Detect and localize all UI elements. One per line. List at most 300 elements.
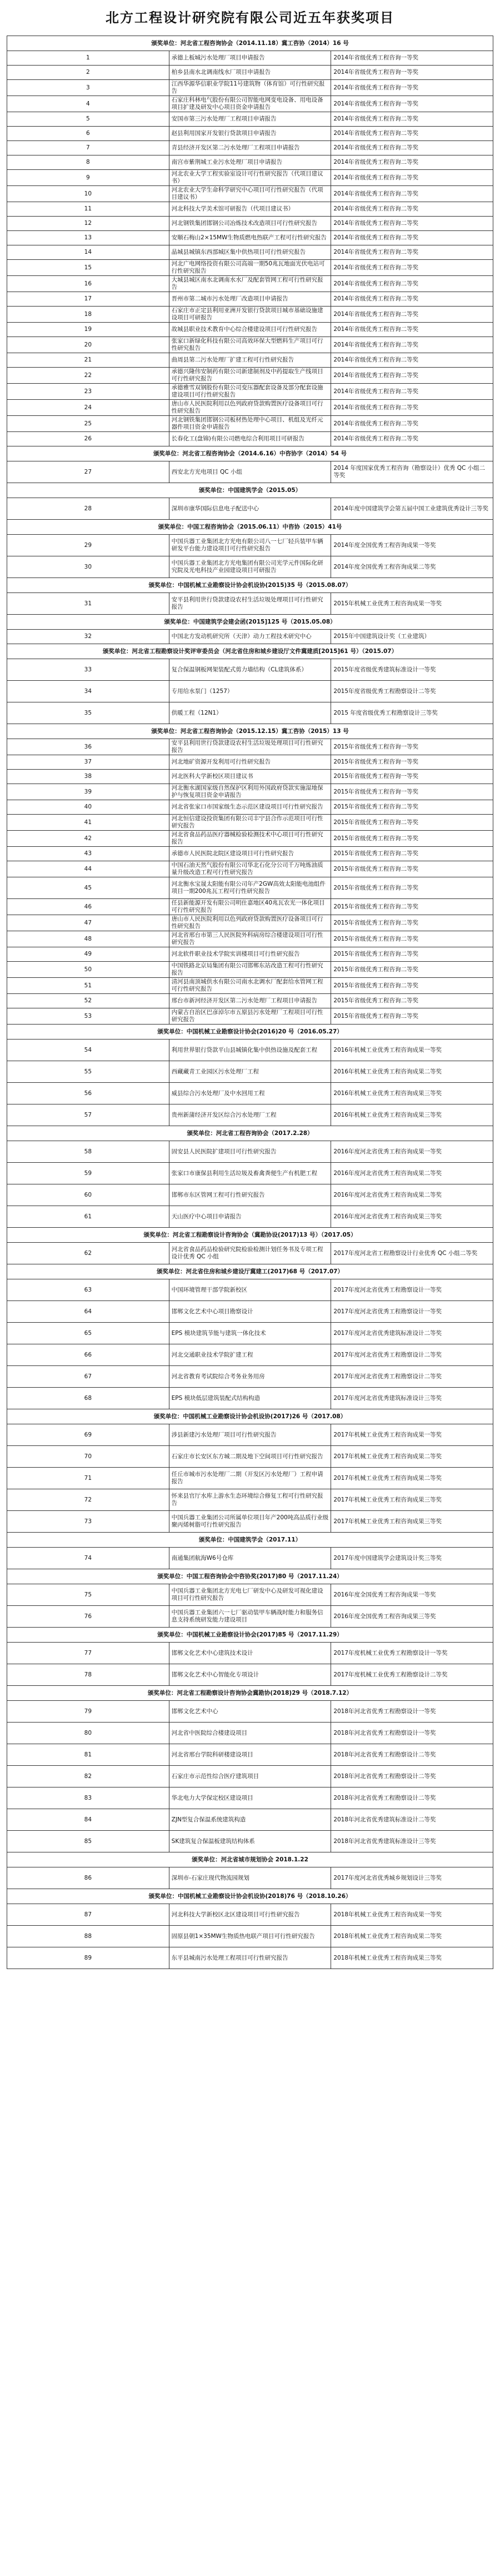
award-level: 2014 年度国家优秀工程咨询（勘察设计）优秀 QC 小组二等奖 (331, 461, 493, 483)
row-number: 30 (7, 556, 169, 578)
project-name: 固安县人民医院扩建项目可行性研究报告 (169, 1141, 331, 1163)
award-level: 2018年河北省优秀工程勘察设计二等奖 (331, 1766, 493, 1787)
section-header-text: 颁奖单位：中国机械工业勘察设计协会机设协(2018)76 号（2018.10.26） (7, 1889, 493, 1904)
award-level: 2014年省级优秀工程咨询二等奖 (331, 292, 493, 307)
row-number: 31 (7, 593, 169, 615)
project-name: 南宫市紫荆城工业污水处理厂项目申请报告 (169, 155, 331, 170)
row-number: 44 (7, 861, 169, 877)
project-name: 安平县利用世行贷款建设农村生活垃圾处理项目可行性研究报告 (169, 739, 331, 755)
project-name: 河北医科大学新校区项目建议书 (169, 770, 331, 784)
row-number: 66 (7, 1344, 169, 1366)
award-level: 2014年省级优秀工程咨询二等奖 (331, 170, 493, 186)
table-row (7, 1061, 493, 1083)
project-name: 唐山市人民医院利用以色列政府贷款购置医疗设备项目可行性研究报告 (169, 915, 331, 931)
table-row (7, 1701, 493, 1723)
project-name: 晶城县城镇东西部城区集中供热项目可行性研究报告 (169, 245, 331, 260)
award-level: 2016年度全国优秀工程咨询成果一等奖 (331, 1584, 493, 1606)
project-name: 河北衡水宝晟太阳能有限公司年产2GW高效太阳能电池组件项目一期200兆瓦工程可行性研究报告 (169, 877, 331, 899)
table-row (7, 1643, 493, 1664)
section-header (7, 615, 493, 630)
row-number: 83 (7, 1787, 169, 1809)
project-name: 河北省张家口市国家级生态示范区建设项目可行性研究报告 (169, 800, 331, 815)
table-row (7, 1388, 493, 1409)
section-header (7, 1228, 493, 1243)
award-level: 2017年度河北省优秀建筑标准设计三等奖 (331, 1388, 493, 1409)
section-header (7, 1569, 493, 1584)
section-header-text: 颁奖单位：河北省工程咨询协会（2017.2.28） (7, 1126, 493, 1141)
row-number: 34 (7, 681, 169, 702)
section-header-text: 颁奖单位：河北省工程咨询协会（2014.6.16）中咨协字（2014）54 号 (7, 446, 493, 461)
award-level: 2014年省级优秀工程咨询一等奖 (331, 80, 493, 96)
award-level: 2014年省级优秀工程咨询二等奖 (331, 368, 493, 384)
project-name: EPS 模块低层建筑装配式结构构造 (169, 1388, 331, 1409)
project-name: 复合保温钢板网架装配式剪力墙结构（CL建筑体系） (169, 659, 331, 681)
award-level: 2014年省级优秀工程咨询二等奖 (331, 400, 493, 416)
table-row (7, 1323, 493, 1344)
project-name: 石家庄市长安区东方城二期及地下空间项目可行性研究报告 (169, 1446, 331, 1468)
table-row (7, 1083, 493, 1104)
table-row (7, 978, 493, 994)
table-row (7, 1511, 493, 1533)
row-number: 62 (7, 1243, 169, 1264)
project-name: 中国兵器工业集团北方光电集团有限公司光学元件国际化研究院及光电科技产业园建设项目可研报告 (169, 556, 331, 578)
award-level: 2017年机械工业优秀工程咨询成果三等奖 (331, 1489, 493, 1511)
section-header-text: 颁奖单位：中国建筑学会建会函(2015]125 号（2015.05.08） (7, 615, 493, 630)
row-number: 45 (7, 877, 169, 899)
row-number: 39 (7, 784, 169, 800)
award-level: 2014年省级优秀工程咨询二等奖 (331, 276, 493, 292)
row-number: 53 (7, 1008, 169, 1025)
award-level: 2017年机械工业优秀工程咨询成果三等奖 (331, 1511, 493, 1533)
row-number: 57 (7, 1104, 169, 1126)
row-number: 80 (7, 1723, 169, 1744)
table-row (7, 141, 493, 155)
section-header (7, 1686, 493, 1701)
section-header (7, 1409, 493, 1424)
section-header-text: 颁奖单位：河北省工程勘察设计奖评审委员会（河北省住房和城乡建设厅文件冀建质[2015]61 号）（2015.07） (7, 644, 493, 659)
section-header-text: 颁奖单位：河北省工程咨询协会（2015.12.15）冀工咨协（2015）13 号 (7, 724, 493, 739)
award-level: 2016年机械工业优秀工程咨询成果一等奖 (331, 1040, 493, 1061)
table-row (7, 461, 493, 483)
row-number: 65 (7, 1323, 169, 1344)
table-row (7, 1809, 493, 1831)
table-row (7, 1040, 493, 1061)
project-name: 怀来县官厅水库上游水生态环境综合修复工程可行性研究报告 (169, 1489, 331, 1511)
award-level: 2014年省级优秀工程咨询二等奖 (331, 307, 493, 323)
project-name: EPS 模块建筑节能与建筑一体化技术 (169, 1323, 331, 1344)
award-level: 2017年度机械工业优秀工程勘察设计二等奖 (331, 1664, 493, 1686)
project-name: 长春化工(盘锦)有限公司燃电综合利用项目可研报告 (169, 432, 331, 446)
table-row (7, 1947, 493, 1969)
award-level: 2015年省级优秀工程咨询二等奖 (331, 800, 493, 815)
row-number: 54 (7, 1040, 169, 1061)
table-row (7, 323, 493, 337)
row-number: 10 (7, 186, 169, 202)
row-number: 78 (7, 1664, 169, 1686)
table-row (7, 1787, 493, 1809)
row-number: 73 (7, 1511, 169, 1533)
award-level: 2014年省级优秀工程咨询二等奖 (331, 155, 493, 170)
row-number: 16 (7, 276, 169, 292)
table-row (7, 1366, 493, 1388)
table-row (7, 1904, 493, 1926)
table-row (7, 1606, 493, 1628)
row-number: 22 (7, 368, 169, 384)
table-row (7, 831, 493, 847)
section-header-text: 颁奖单位：河北省工程勘察设计咨询协会冀勘协(2018)29 号（2018.7.12） (7, 1686, 493, 1701)
project-name: 承德兴隆伟安制药有限公司新建制剂及中药提取生产线项目可行性研究报告 (169, 368, 331, 384)
project-name: 清河县南顶城供水有限公司南水北调水厂配套给水管网工程可行性研究报告 (169, 978, 331, 994)
row-number: 75 (7, 1584, 169, 1606)
table-row (7, 1489, 493, 1511)
table-row (7, 1584, 493, 1606)
project-name: 河北省中医院综合楼建设项目 (169, 1723, 331, 1744)
award-level: 2015年省级优秀工程咨询二等奖 (331, 831, 493, 847)
section-header-text: 颁奖单位：中国机械工业勘察设计协会机设协(2015)35 号（2015.08.07） (7, 578, 493, 593)
project-name: 曲周县第二污水处理厂扩建工程可行性研究报告 (169, 353, 331, 368)
project-name: 固原县朝1×35MW生物质热电联产项目可行性研究报告 (169, 1926, 331, 1947)
row-number: 25 (7, 416, 169, 432)
table-row (7, 1926, 493, 1947)
table-row (7, 784, 493, 800)
row-number: 68 (7, 1388, 169, 1409)
project-name: 邯郸文化艺术中心 (169, 1701, 331, 1723)
table-row (7, 1243, 493, 1264)
table-row (7, 847, 493, 861)
project-name: 江西华源华信职业学院11号建筑物（体育馆）可行性研究报告 (169, 80, 331, 96)
award-level: 2015年省级优秀工程咨询二等奖 (331, 861, 493, 877)
table-row (7, 1867, 493, 1889)
project-name: 河北农业大学生命科学研究中心项目可行性研究报告（代项目建议书） (169, 186, 331, 202)
row-number: 29 (7, 535, 169, 556)
award-level: 2015年中国建筑设计奖（工业建筑） (331, 630, 493, 644)
table-row (7, 681, 493, 702)
row-number: 20 (7, 337, 169, 353)
row-number: 59 (7, 1163, 169, 1184)
section-header-text: 颁奖单位：中国机械工业勘察设计协会(2017)85 号（2017.11.29） (7, 1628, 493, 1643)
table-row (7, 1184, 493, 1206)
award-level: 2015年省级优秀工程咨询一等奖 (331, 739, 493, 755)
table-row (7, 202, 493, 217)
row-number: 18 (7, 307, 169, 323)
project-name: 安平县利用世行贷款建设农村生活垃圾处理项目可行性研究报告 (169, 593, 331, 615)
project-name: 承德市人民医院北院区建设项目可行性研究报告 (169, 847, 331, 861)
project-name: 石家庄市示范性综合医疗建筑项目 (169, 1766, 331, 1787)
row-number: 36 (7, 739, 169, 755)
row-number: 56 (7, 1083, 169, 1104)
section-header (7, 1852, 493, 1867)
row-number: 81 (7, 1744, 169, 1766)
project-name: 青县经济开发区第二污水处理厂工程项目申请报告 (169, 141, 331, 155)
section-header (7, 578, 493, 593)
row-number: 46 (7, 899, 169, 915)
section-header-text: 颁奖单位：河北省住房和城乡建设厅冀建工(2017)68 号（2017.07） (7, 1264, 493, 1279)
table-row (7, 947, 493, 962)
award-level: 2015 年度省级优秀工程勘察设计三等奖 (331, 702, 493, 724)
table-row (7, 1446, 493, 1468)
table-row (7, 1206, 493, 1228)
award-level: 2015年省级优秀工程咨询一等奖 (331, 755, 493, 770)
project-name: 承德上板城污水处理厂项目申请报告 (169, 51, 331, 66)
project-name: 故城县职业技术教育中心综合楼建设项目可行性研究报告 (169, 323, 331, 337)
award-level: 2014年度中国建筑学会第五届中国工业建筑优秀设计三等奖 (331, 498, 493, 520)
project-name: 供暖工程（12N1） (169, 702, 331, 724)
project-name: 中国环境管理干部学院新校区 (169, 1279, 331, 1301)
table-row (7, 962, 493, 978)
table-row (7, 800, 493, 815)
award-level: 2014年省级优秀工程咨询二等奖 (331, 231, 493, 245)
row-number: 71 (7, 1468, 169, 1489)
table-row (7, 368, 493, 384)
row-number: 76 (7, 1606, 169, 1628)
award-level: 2014年省级优秀工程咨询二等奖 (331, 432, 493, 446)
award-level: 2015年省级优秀工程咨询二等奖 (331, 1008, 493, 1025)
row-number: 70 (7, 1446, 169, 1468)
project-name: 深圳市康华国际信息电子配送中心 (169, 498, 331, 520)
row-number: 43 (7, 847, 169, 861)
table-row (7, 353, 493, 368)
table-row (7, 1664, 493, 1686)
section-header-text: 颁奖单位：河北省工程咨询协会（2014.11.18）冀工咨协（2014）16 号 (7, 36, 493, 51)
award-level: 2017年度河北省优秀城乡规划设计三等奖 (331, 1867, 493, 1889)
table-row (7, 1344, 493, 1366)
project-name: 安国市第三污水处理厂工程项目申请报告 (169, 112, 331, 127)
row-number: 49 (7, 947, 169, 962)
row-number: 26 (7, 432, 169, 446)
award-level: 2018年河北省优秀工程勘察设计二等奖 (331, 1744, 493, 1766)
award-level: 2014年度全国优秀工程咨询成果一等奖 (331, 535, 493, 556)
award-level: 2018年机械工业优秀工程咨询成果一等奖 (331, 1904, 493, 1926)
award-level: 2015年省级优秀工程咨询二等奖 (331, 947, 493, 962)
award-level: 2016年机械工业优秀工程咨询成果三等奖 (331, 1104, 493, 1126)
award-level: 2015年省级优秀工程咨询二等奖 (331, 915, 493, 931)
row-number: 89 (7, 1947, 169, 1969)
row-number: 79 (7, 1701, 169, 1723)
section-header-text: 颁奖单位：中国工程咨询协会中咨协奖(2017)80 号（2017.11.24） (7, 1569, 493, 1584)
award-level: 2014年省级优秀工程咨询二等奖 (331, 245, 493, 260)
table-row (7, 994, 493, 1008)
award-level: 2017年度河北省优秀工程勘察设计二等奖 (331, 1344, 493, 1366)
section-header (7, 1533, 493, 1548)
row-number: 19 (7, 323, 169, 337)
project-name: 中国兵器工业集团北方光电七厂研发中心及研发可视化建设项目可行性研究报告 (169, 1584, 331, 1606)
award-level: 2014年省级优秀工程咨询二等奖 (331, 323, 493, 337)
section-header-text: 颁奖单位：中国建筑学会（2015.05） (7, 483, 493, 498)
project-name: 天山医疗中心项目申请报告 (169, 1206, 331, 1228)
award-level: 2015年省级优秀工程咨询二等奖 (331, 962, 493, 978)
table-row (7, 416, 493, 432)
row-number: 17 (7, 292, 169, 307)
row-number: 41 (7, 815, 169, 831)
table-row (7, 307, 493, 323)
award-level: 2017年度河北省优秀工程勘察设计二等奖 (331, 1366, 493, 1388)
table-row (7, 1104, 493, 1126)
award-level: 2017年度河北省工程勘察设计行业优秀 QC 小组二等奖 (331, 1243, 493, 1264)
table-row (7, 400, 493, 416)
award-level: 2018年河北省优秀工程勘察设计一等奖 (331, 1701, 493, 1723)
table-row (7, 384, 493, 400)
row-number: 27 (7, 461, 169, 483)
section-header (7, 724, 493, 739)
awards-table (7, 36, 493, 1969)
project-name: 邢台市新河经济开发区第二污水处理厂工程项目申请报告 (169, 994, 331, 1008)
table-row (7, 1279, 493, 1301)
section-header (7, 1264, 493, 1279)
row-number: 9 (7, 170, 169, 186)
project-name: 西安北方光电项目 QC 小组 (169, 461, 331, 483)
award-level: 2018年机械工业优秀工程咨询成果二等奖 (331, 1926, 493, 1947)
section-header-text: 颁奖单位：河北省工程勘察设计咨询协会（冀勘协设(2017)13 号）（2017.05） (7, 1228, 493, 1243)
award-level: 2014年省级优秀工程咨询二等奖 (331, 112, 493, 127)
table-row (7, 1831, 493, 1852)
table-row (7, 755, 493, 770)
project-name: 中国兵器工业集团北方光电有限公司八一七厂轻兵装甲车辆研发平台能力建设项目可行性研究报告 (169, 535, 331, 556)
project-name: 中国兵器工业集团六一七厂驱动装甲车辆战时能力和服务信息支持系统研发能力建设项目 (169, 1606, 331, 1628)
row-number: 5 (7, 112, 169, 127)
award-level: 2016年度河北省优秀工程咨询成果一等奖 (331, 1141, 493, 1163)
row-number: 42 (7, 831, 169, 847)
section-header-text: 颁奖单位：河北省城市规划协会 2018.1.22 (7, 1852, 493, 1867)
award-level: 2016年度河北省优秀工程咨询成果二等奖 (331, 1184, 493, 1206)
row-number: 67 (7, 1366, 169, 1388)
row-number: 12 (7, 217, 169, 231)
award-level: 2018年河北省优秀建筑标准设计三等奖 (331, 1831, 493, 1852)
table-row (7, 337, 493, 353)
award-level: 2014年省级优秀工程咨询二等奖 (331, 127, 493, 141)
table-row (7, 593, 493, 615)
row-number: 14 (7, 245, 169, 260)
row-number: 38 (7, 770, 169, 784)
award-level: 2018年河北省优秀工程勘察设计一等奖 (331, 1723, 493, 1744)
table-row (7, 155, 493, 170)
project-name: 华北电力大学保定校区建设项目 (169, 1787, 331, 1809)
section-header-text: 颁奖单位：中国机械工业勘察设计协会机设协(2017)26 号（2017.08） (7, 1409, 493, 1424)
project-name: 河北地矿资源开发利用可行性研究报告 (169, 755, 331, 770)
table-row (7, 659, 493, 681)
table-row (7, 931, 493, 947)
row-number: 2 (7, 66, 169, 80)
project-name: 承德雅雪双钢股份有限公司变压器配套设备及部分配套设施建设项目可行性研究报告 (169, 384, 331, 400)
project-name: 河北恒信建设投资集团有限公司丰宁县合作示范项目可行性研究报告 (169, 815, 331, 831)
award-level: 2015年省级优秀工程咨询二等奖 (331, 994, 493, 1008)
project-name: 威县综合污水处理厂及中水回用工程 (169, 1083, 331, 1104)
award-level: 2017年机械工业优秀工程咨询成果二等奖 (331, 1446, 493, 1468)
table-row (7, 66, 493, 80)
section-header (7, 1126, 493, 1141)
row-number: 32 (7, 630, 169, 644)
award-level: 2015年省级优秀工程咨询二等奖 (331, 815, 493, 831)
award-level: 2017年度中国建筑学会建筑设计奖三等奖 (331, 1548, 493, 1569)
project-name: 内蒙古自治区巴彦淖尔市五原县污水处理厂工程项目可行性研究报告 (169, 1008, 331, 1025)
award-level: 2014年省级优秀工程咨询二等奖 (331, 186, 493, 202)
row-number: 63 (7, 1279, 169, 1301)
table-row (7, 1424, 493, 1446)
row-number: 24 (7, 400, 169, 416)
award-level: 2014年度全国优秀工程咨询成果二等奖 (331, 556, 493, 578)
row-number: 11 (7, 202, 169, 217)
table-row (7, 80, 493, 96)
row-number: 37 (7, 755, 169, 770)
table-row (7, 51, 493, 66)
award-level: 2017年度机械工业优秀工程勘察设计一等奖 (331, 1643, 493, 1664)
section-header (7, 644, 493, 659)
table-row (7, 231, 493, 245)
award-level: 2015年省级优秀工程咨询二等奖 (331, 931, 493, 947)
award-level: 2014年省级优秀工程咨询二等奖 (331, 260, 493, 276)
row-number: 48 (7, 931, 169, 947)
section-header (7, 446, 493, 461)
row-number: 15 (7, 260, 169, 276)
table-row (7, 217, 493, 231)
row-number: 21 (7, 353, 169, 368)
table-row (7, 535, 493, 556)
project-name: 张家口市康保县利用生活垃圾及畜禽粪便生产有机肥工程 (169, 1163, 331, 1184)
project-name: 河北省教育考试院综合考务业务用房 (169, 1366, 331, 1388)
award-level: 2015年省级优秀工程咨询二等奖 (331, 978, 493, 994)
table-row (7, 96, 493, 112)
table-row (7, 1723, 493, 1744)
project-name: 石家庄科林电气股份有限公司智能电网变电设备、用电设备项目扩建及研发中心项目资金申请报告 (169, 96, 331, 112)
section-header (7, 1628, 493, 1643)
row-number: 72 (7, 1489, 169, 1511)
award-level: 2014年省级优秀工程咨询一等奖 (331, 66, 493, 80)
row-number: 4 (7, 96, 169, 112)
row-number: 6 (7, 127, 169, 141)
project-name: 河北交通职业技术学院扩建工程 (169, 1344, 331, 1366)
row-number: 40 (7, 800, 169, 815)
row-number: 28 (7, 498, 169, 520)
award-level: 2016年度河北省优秀工程咨询成果三等奖 (331, 1206, 493, 1228)
project-name: 河北衡水湖国家级自然保护区利用外国政府贷款实施湿地保护与恢复项目资金申请报告 (169, 784, 331, 800)
section-header (7, 36, 493, 51)
project-name: 河北科技大学新校区北区建设项目可行性研究报告 (169, 1904, 331, 1926)
section-header (7, 1025, 493, 1040)
page-title: 北方工程设计研究院有限公司近五年获奖项目 (106, 10, 394, 26)
row-number: 3 (7, 80, 169, 96)
project-name: 中国石油天然气股份有限公司华北石化分公司千万吨炼油质量升级改造工程可行性研究报告 (169, 861, 331, 877)
award-level: 2014年省级优秀工程咨询一等奖 (331, 51, 493, 66)
row-number: 55 (7, 1061, 169, 1083)
table-row (7, 498, 493, 520)
table-row (7, 815, 493, 831)
project-name: 中国兵器工业集团公司所属单位项目年产200吨高品质行业级聚丙烯树脂可行性研究报告 (169, 1511, 331, 1533)
project-name: 河北省食品药品医疗器械检验检测技术中心项目可行性研究报告 (169, 831, 331, 847)
section-header (7, 520, 493, 535)
row-number: 52 (7, 994, 169, 1008)
award-level: 2017年度河北省优秀工程勘察设计一等奖 (331, 1301, 493, 1323)
row-number: 74 (7, 1548, 169, 1569)
project-name: 西藏藏青工业园区污水处理厂工程 (169, 1061, 331, 1083)
project-name: 中国铁路北京局集团有限公司邯郸东站改造工程可行性研究报告 (169, 962, 331, 978)
award-level: 2018年机械工业优秀工程咨询成果三等奖 (331, 1947, 493, 1969)
project-name: 任县新能源开发有限公司明仕嘉地区40兆瓦农光一体化项目可行性研究报告 (169, 899, 331, 915)
row-number: 33 (7, 659, 169, 681)
table-row (7, 739, 493, 755)
award-level: 2016年机械工业优秀工程咨询成果三等奖 (331, 1083, 493, 1104)
table-row (7, 276, 493, 292)
table-row (7, 432, 493, 446)
project-name: 贵州新蒲经济开发区综合污水处理厂工程 (169, 1104, 331, 1126)
project-name: 邯郸文化艺术中心智能化专项设计 (169, 1664, 331, 1686)
award-level: 2014年省级优秀工程咨询一等奖 (331, 96, 493, 112)
project-name: 河北钢铁集团邯钢公司冶炼技术改造项目可行性研究报告 (169, 217, 331, 231)
award-level: 2014年省级优秀工程咨询二等奖 (331, 353, 493, 368)
project-name: 专用给水泵门（1257） (169, 681, 331, 702)
award-level: 2016年机械工业优秀工程咨询成果二等奖 (331, 1061, 493, 1083)
project-name: 河北钢铁集团邯钢公司板材热处理中心项目、机组及光纤元器件项目资金申请报告 (169, 416, 331, 432)
row-number: 88 (7, 1926, 169, 1947)
section-header-text: 颁奖单位：中国建筑学会（2017.11） (7, 1533, 493, 1548)
